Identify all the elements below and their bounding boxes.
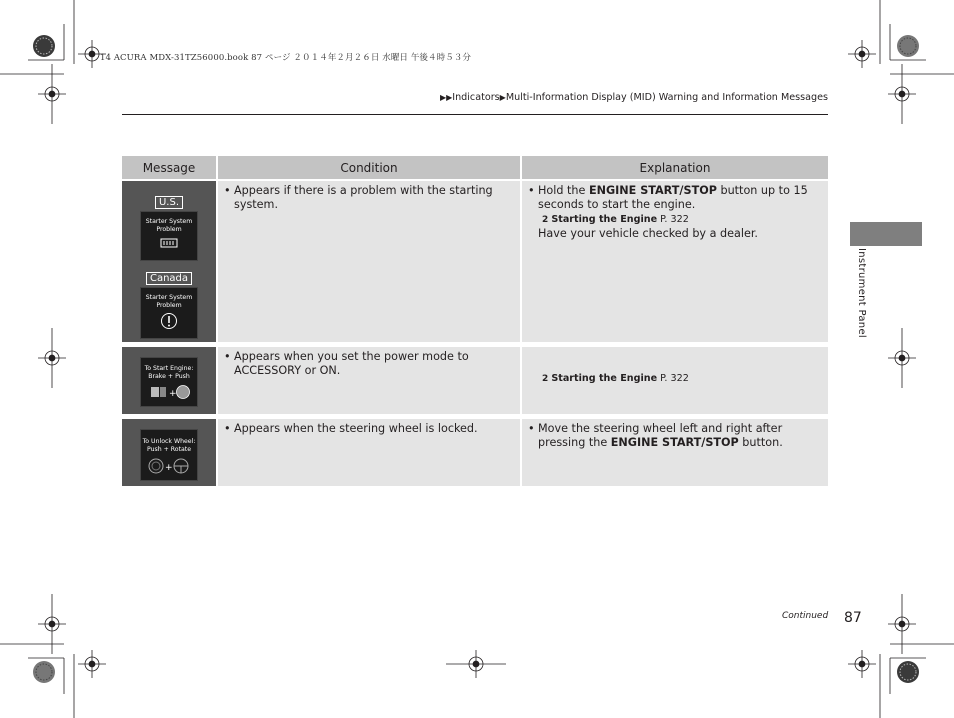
breadcrumb xyxy=(440,92,828,103)
table-header-row xyxy=(122,156,828,180)
breadcrumb-section[interactable]: Indicators xyxy=(452,92,500,103)
breadcrumb-topic[interactable]: Multi-Information Display (MID) Warning and Information Messages xyxy=(505,92,828,103)
breadcrumb-separator: ▶ xyxy=(499,93,506,102)
svg-text:+: + xyxy=(165,462,173,473)
mid-text: Problem xyxy=(156,302,182,309)
printer-info-line: 14 ACURA MDX-31TZ56000.book 87 ページ ２０１４年２月２６日 水曜日 午後４時５３分 xyxy=(100,53,472,63)
condition-cell xyxy=(217,416,521,488)
brake-push-icon xyxy=(146,384,192,400)
message-table xyxy=(122,156,828,491)
ref-arrow-icon: 2 xyxy=(542,373,549,384)
section-tab xyxy=(850,222,922,246)
explanation-text: • Move the steering wheel left and right after pressing the ENGINE START/STOP button. xyxy=(526,422,824,450)
cross-reference-link[interactable]: 2 Starting the Engine P. 322 xyxy=(542,214,689,225)
mid-text: Push + Rotate xyxy=(146,445,192,453)
ref-arrow-icon: 2 xyxy=(542,215,549,225)
condition-text: • Appears if there is a problem with the starting system. xyxy=(222,184,516,212)
cross-reference-link[interactable]: 2 Starting the Engine P. 322 xyxy=(542,372,689,384)
mid-text: Problem xyxy=(156,226,182,233)
table-row xyxy=(122,344,828,416)
header-explanation: Explanation xyxy=(521,156,828,180)
push-rotate-icon xyxy=(146,457,192,475)
table-row xyxy=(122,416,828,488)
explanation-cell xyxy=(521,180,828,344)
mid-display-starter-problem-us xyxy=(140,211,198,261)
canada-label: Canada xyxy=(146,272,192,285)
breadcrumb-arrows: ▶▶ xyxy=(439,93,453,102)
mid-display-unlock-wheel xyxy=(140,429,198,481)
header-message: Message xyxy=(122,156,217,180)
mid-text: Starter System xyxy=(145,294,193,301)
message-image-cell xyxy=(122,180,217,344)
table-row xyxy=(122,180,828,344)
mid-text: To Unlock Wheel: xyxy=(142,437,196,445)
mid-text: Brake + Push xyxy=(148,372,190,380)
page-number: 87 xyxy=(844,610,862,626)
starter-system-icon xyxy=(160,237,178,249)
explanation-cell xyxy=(521,416,828,488)
us-label: U.S. xyxy=(155,196,183,209)
explanation-text: • Hold the ENGINE START/STOP button up to 15 seconds to start the engine. xyxy=(526,184,824,212)
message-image-cell xyxy=(122,344,217,416)
mid-text: To Start Engine: xyxy=(144,364,194,372)
condition-text: • Appears when the steering wheel is locked. xyxy=(222,422,516,436)
mid-display-starter-problem-canada xyxy=(140,287,198,339)
header-condition: Condition xyxy=(217,156,521,180)
condition-text: • Appears when you set the power mode to ACCESSORY or ON. xyxy=(222,350,516,378)
warning-circle-icon xyxy=(160,312,178,330)
continued-note: Continued xyxy=(782,611,829,621)
mid-text: Starter System xyxy=(145,218,193,225)
svg-text:+: + xyxy=(169,388,177,399)
message-image-cell xyxy=(122,416,217,488)
condition-cell xyxy=(217,180,521,344)
condition-cell xyxy=(217,344,521,416)
section-label: Instrument Panel xyxy=(856,248,867,338)
explanation-cell xyxy=(521,344,828,416)
explanation-extra: Have your vehicle checked by a dealer. xyxy=(538,227,758,240)
header-rule xyxy=(122,114,828,115)
mid-display-start-engine xyxy=(140,357,198,407)
